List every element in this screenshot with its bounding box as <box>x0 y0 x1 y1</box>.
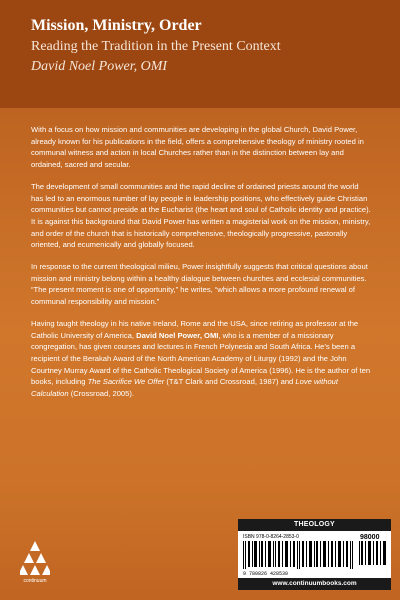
book-title-italic: The Sacrifice We Offer <box>87 377 165 387</box>
isbn-text: ISBN 978-0-8264-2853-0 <box>243 534 299 540</box>
publisher-website: www.continuumbooks.com <box>238 578 391 590</box>
blurb-paragraph-2: The development of small communities and the rapid decline of ordained priests around the world has led to an enormous number of lay people in leadership positions, who effectively guide Christian communities but cannot preside at the Eucharist (the heart and soul of Catholic identity and practice). It is against this background that David Power has written a magisterial work on the mission, ministry, and order of the church that is historically comprehensive, theologically progressive, pastorally oriented, and ecumenically and globally focused. <box>31 181 371 250</box>
book-author: David Noel Power, OMI <box>31 59 168 74</box>
book-title: Mission, Ministry, Order <box>31 17 202 34</box>
blurb-text <box>31 124 371 410</box>
blurb-paragraph-1: With a focus on how mission and communities are developing in the global Church, David Power, already known for his publications in the field, offers a comprehensive theology of ministry rooted in communal witness and action in local Churches rather than in the distinction between lay and ordained, sacred and secular. <box>31 125 364 170</box>
author-name-bold: David Noel Power, OMI <box>136 330 219 340</box>
book-subtitle: Reading the Tradition in the Present Context <box>31 39 281 54</box>
barcode-digits: 9 780826 428530 <box>243 571 289 577</box>
barcode-icon <box>243 541 355 569</box>
book-title-italic: Love without Calculation <box>31 377 339 399</box>
author-bio-paragraph: Having taught theology in his native Ireland, Rome and the USA, since retiring as professor at the Catholic University of America, David Noel Power, OMI, who is a member of a missionary congregation, has given courses and lectures in French Polynesia and South Africa. He’s been a recipient of the Berakah Award of the North American Academy of Liturgy (1992) and the John Courtney Murray Award of the Catholic Theological Society of America (1996). He is the author of ten books, including The Sacrifice We Offer (T&T Clark and Crossroad, 1987) and Love without Calculation (Crossroad, 2005). <box>31 318 371 399</box>
blurb-paragraph-3: In response to the current theological milieu, Power insightfully suggests that critical questions about mission and ministry belong within a healthy dialogue between churches and ecclesial communities. “The present moment is one of opportunity,” he writes, “which allows a more profound renewal of communal responsibility and mission.” <box>31 262 368 307</box>
category-label: THEOLOGY <box>238 519 391 531</box>
continuum-logo-icon <box>20 538 50 578</box>
title-banner <box>0 0 400 108</box>
price-barcode-icon <box>359 541 387 565</box>
publisher-name: continuum <box>23 578 47 584</box>
publisher-logo <box>20 538 50 594</box>
price-code: 98000 <box>360 534 380 541</box>
